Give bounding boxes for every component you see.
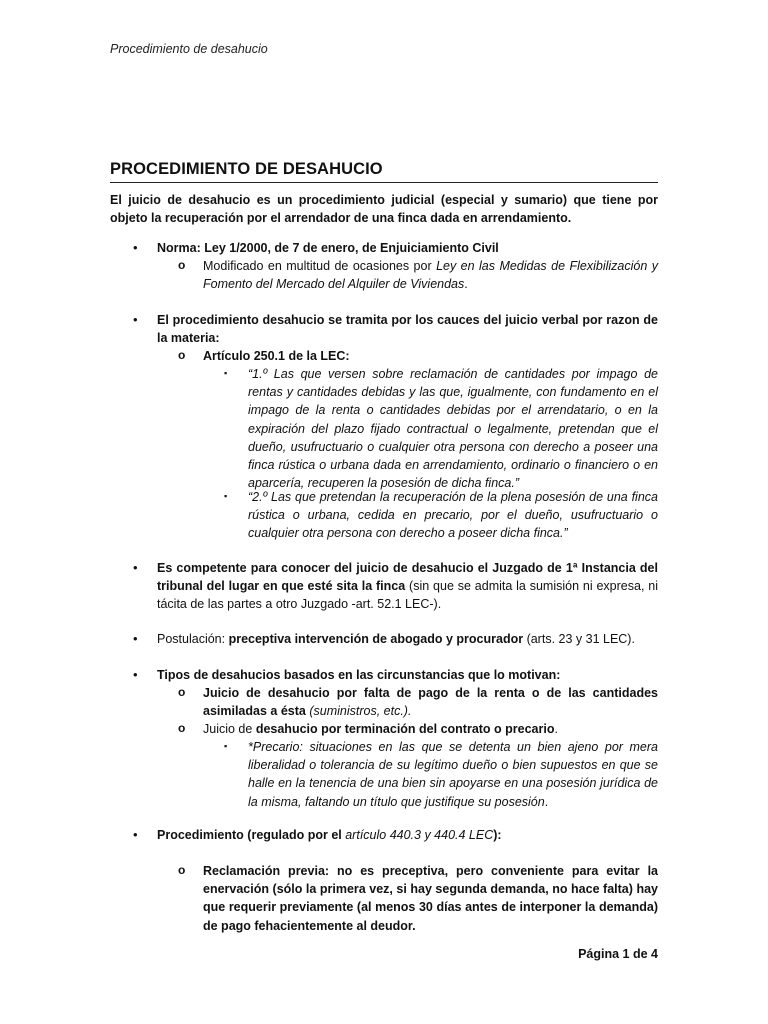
reclamacion-bold: Reclamación previa: no es preceptiva	[203, 864, 445, 878]
terminacion-bold: desahucio por terminación del contrato o precario	[255, 722, 555, 736]
intro-paragraph: El juicio de desahucio es un procedimiento judicial (especial y sumario) que tiene por objeto la recuperación por el arrendador de una finca dada en arrendamiento.	[110, 193, 658, 226]
procedimiento-paren-open: (regulado por el	[243, 828, 346, 842]
bullet-glyph: •	[133, 560, 138, 575]
bullet-glyph: •	[133, 827, 138, 842]
bullet-procedimiento	[110, 826, 658, 844]
falta-pago-bold: Juicio de desahucio por falta de pago de la renta o de las cantidades asimiladas a ésta	[203, 686, 658, 719]
square-bullet-glyph: ▪	[224, 741, 228, 751]
quote-1	[224, 365, 658, 492]
sub-bullet-terminacion	[178, 720, 658, 738]
page-number: Página 1 de 4	[578, 947, 658, 961]
bullet-postulacion	[110, 630, 658, 648]
postulacion-bold: preceptiva intervención de abogado y procurador	[228, 632, 524, 646]
quote-2-text: “2.º Las que pretendan la recuperación de la plena posesión de una finca rústica o urbana, cedida en precario, por el dueño, usufructuario o cualquier otra persona con derecho a poseer dicha finca.”	[248, 490, 658, 541]
tipos-text: Tipos de desahucios basados en las circunstancias que lo motivan:	[157, 668, 561, 682]
terminacion-suffix: .	[554, 722, 558, 736]
sub-bullet-articulo	[178, 347, 658, 365]
procedimiento-paren-close: ):	[493, 828, 502, 842]
quote-2	[224, 488, 658, 543]
procedimiento-articulo: artículo 440.3 y 440.4 LEC	[345, 828, 494, 842]
sub-bullet-glyph: o	[178, 721, 186, 735]
bullet-tipos	[110, 666, 658, 684]
bullet-glyph: •	[133, 667, 138, 682]
modificado-prefix: Modificado en multitud de ocasiones por	[203, 259, 437, 273]
bullet-glyph: •	[133, 631, 138, 646]
falta-pago-italic: (suministros, etc.).	[305, 704, 412, 719]
sub-bullet-glyph: o	[178, 348, 186, 362]
modificado-suffix: .	[464, 277, 468, 292]
sub-bullet-glyph: o	[178, 258, 186, 272]
square-bullet-glyph: ▪	[224, 491, 228, 501]
page-header: Procedimiento de desahucio	[110, 42, 268, 56]
terminacion-prefix: Juicio de	[203, 722, 256, 736]
precario-suffix: .	[544, 794, 549, 809]
sub-bullet-reclamacion	[178, 862, 658, 935]
sub-bullet-modificado	[178, 257, 658, 293]
norma-text: Norma: Ley 1/2000, de 7 de enero, de Enjuiciamiento Civil	[157, 241, 499, 255]
competencia-bold: Es competente para conocer del juicio de desahucio el Juzgado de 1ª Instancia del tribunal del lugar en que esté sita la finca	[157, 561, 658, 594]
precario-text: *Precario: situaciones en las que se detenta un bien ajeno por mera liberalidad o tolerancia de su legítimo dueño o bien supuestos en que se halle en la tenencia de una bien sin apoyarse en una posesión jurídica de la misma, faltando un título que justifique su posesión	[248, 740, 658, 809]
bullet-glyph: •	[133, 240, 138, 255]
precario-note	[224, 738, 658, 811]
procedimiento-label: Procedimiento	[157, 828, 244, 842]
bullet-juicio-verbal	[110, 311, 658, 347]
document-title: PROCEDIMIENTO DE DESAHUCIO	[110, 160, 658, 183]
postulacion-label: Postulación:	[157, 632, 229, 646]
bullet-glyph: •	[133, 312, 138, 327]
postulacion-rest: (arts. 23 y 31 LEC).	[523, 632, 635, 646]
bullet-norma	[110, 239, 658, 257]
square-bullet-glyph: ▪	[224, 368, 228, 378]
quote-1-text: “1.º Las que versen sobre reclamación de cantidades por impago de rentas y cantidades debidas y las que, igualmente, con fundamento en el impago de la renta o cantidades debidas por el arrendatario, o en la expiración del plazo fijado contractual o legalmente, pretendan que el dueño, usufructuario o cualquier otra persona con derecho a poseer una finca rústica o urbana dada en arrendamiento, ordinario o financiero o en aparcería, recuperen la posesión de dicha finca.”	[248, 367, 658, 491]
competencia-rest: (sin que se admita la sumisión ni expresa, ni tácita de las partes a otro Juzgado -art. 52.1 LEC-).	[157, 579, 658, 612]
bullet-competencia	[110, 559, 658, 614]
sub-bullet-falta-pago	[178, 684, 658, 720]
sub-bullet-glyph: o	[178, 863, 186, 877]
articulo-250-text: Artículo 250.1 de la LEC:	[203, 349, 350, 363]
ley-flexibilizacion: Ley en las Medidas de Flexibilización y Fomento del Mercado del Alquiler de Viviendas	[203, 259, 658, 292]
reclamacion-rest: , pero conveniente para evitar la enervación (sólo la primera vez, si hay segunda demanda, no hace falta) hay que requerir previamente (al menos 30 días antes de interponer la demanda) de pago fehacientemente al deudor.	[203, 864, 658, 933]
sub-bullet-glyph: o	[178, 685, 186, 699]
juicio-verbal-text: El procedimiento desahucio se tramita por los cauces del juicio verbal por razon de la materia:	[157, 313, 658, 346]
